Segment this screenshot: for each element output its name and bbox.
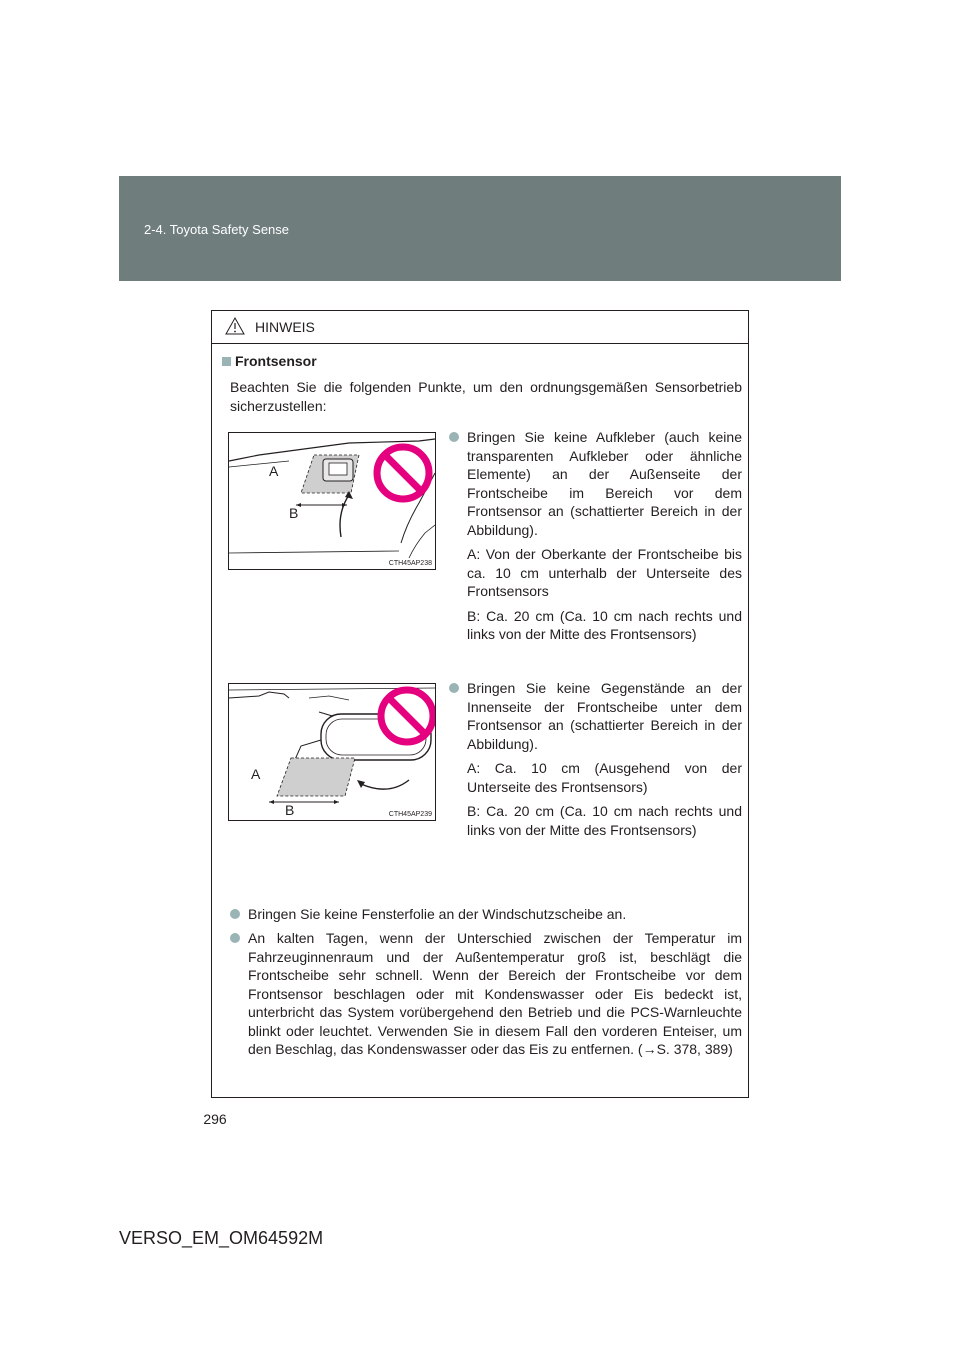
bullet-item-objects-inside: Bringen Sie keine Gegenstände an der Innenseite der Frontscheibe unter dem Frontsensor an (schattierter Bereich in der Abbildung). A: Ca. 10 cm (Ausgehend von der Unterseite des Frontsensors) B: Ca. 20 cm (Ca. 10 cm nach rechts und links von der Mitte des Frontsensors) bbox=[449, 679, 742, 839]
section-header-bar bbox=[119, 176, 841, 281]
figure1-code: CTH45AP238 bbox=[388, 560, 432, 567]
square-bullet-icon bbox=[222, 357, 231, 366]
bullet-dot-icon bbox=[230, 909, 240, 919]
area-b-description: B: Ca. 20 cm (Ca. 10 cm nach rechts und links von der Mitte des Frontsensors) bbox=[467, 607, 742, 642]
figure-windshield-inside bbox=[228, 683, 436, 821]
figure-windshield-outside bbox=[228, 432, 436, 570]
notice-title: HINWEIS bbox=[255, 319, 315, 335]
notice-box bbox=[211, 310, 749, 1098]
bullet-dot-icon bbox=[449, 432, 459, 442]
bullet-item-window-film: Bringen Sie keine Fensterfolie an der Windschutzscheibe an. bbox=[230, 905, 742, 924]
figure1-label-a: A bbox=[269, 463, 279, 479]
area-a-description: A: Von der Oberkante der Frontscheibe bis ca. 10 cm unterhalb der Unterseite des Frontsensors bbox=[467, 546, 742, 599]
notice-header bbox=[212, 311, 748, 344]
warning-icon bbox=[225, 317, 245, 340]
bullet-item-stickers-outside: Bringen Sie keine Aufkleber (auch keine transparenten Aufkleber oder ähnliche Elemente) an der Außenseite der Frontscheibe im Bereich vor dem Frontsensor an (schattierter Bereich in der Abbildung). A: Von der Oberkante der Frontscheibe bis ca. 10 cm unterhalb der Unterseite des Frontsensors B: Ca. 20 cm (Ca. 10 cm nach rechts und links von der Mitte des Frontsensors) bbox=[449, 428, 742, 644]
section-title: 2-4. Toyota Safety Sense bbox=[144, 222, 290, 237]
intro-paragraph: Beachten Sie die folgenden Punkte, um den ordnungsgemäßen Sensorbetrieb sicherzustellen: bbox=[230, 379, 742, 414]
page-number: 296 bbox=[203, 1111, 227, 1127]
frontsensor-heading: Frontsensor bbox=[222, 353, 317, 369]
area-a-description: A: Ca. 10 cm (Ausgehend von der Unterseite des Frontsensors) bbox=[467, 760, 742, 795]
document-code: VERSO_EM_OM64592M bbox=[119, 1228, 324, 1248]
figure2-label-a: A bbox=[251, 766, 261, 782]
figure2-label-b: B bbox=[285, 802, 295, 818]
figure2-code: CTH45AP239 bbox=[388, 811, 432, 818]
bullet-dot-icon bbox=[230, 933, 240, 943]
area-b-description: B: Ca. 20 cm (Ca. 10 cm nach rechts und links von der Mitte des Frontsensors) bbox=[467, 803, 742, 838]
figure1-label-b: B bbox=[289, 505, 299, 521]
bullet-dot-icon bbox=[449, 683, 459, 693]
bullet-item-cold-days: An kalten Tagen, wenn der Unterschied zwischen der Temperatur im Fahrzeuginnenraum und der Außentemperatur groß ist, beschlägt die Frontscheibe sehr schnell. Wenn der Bereich der Frontscheibe vor dem Frontsensor beschlagen oder mit Kondenswasser oder Eis bedeckt ist, unterbricht das System vorübergehend den Betrieb und die PCS-Warnleuchte blinkt oder leuchtet. Verwenden Sie in diesem Fall den vorderen Enteiser, um den Beschlag, das Kondenswasser oder das Eis zu entfernen. (→S. 378, 389) bbox=[230, 929, 742, 1059]
